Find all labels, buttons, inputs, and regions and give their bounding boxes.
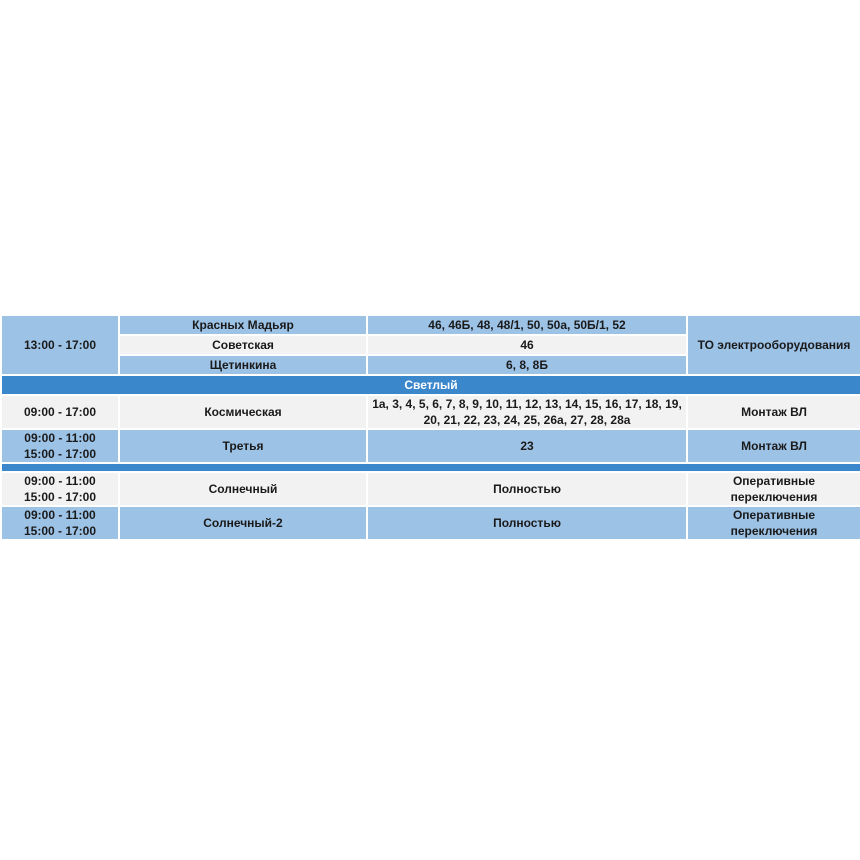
time-cell xyxy=(2,507,118,539)
street-cell: Космическая xyxy=(120,396,366,428)
section-header-row xyxy=(2,376,860,394)
time-cell xyxy=(2,473,118,505)
work-type-cell: Монтаж ВЛ xyxy=(688,396,860,428)
table-row xyxy=(2,473,860,505)
work-line: Оперативные xyxy=(732,508,816,522)
work-line: переключения xyxy=(730,490,818,504)
houses-cell: Полностью xyxy=(368,507,686,539)
houses-cell: 1а, 3, 4, 5, 6, 7, 8, 9, 10, 11, 12, 13, 14, 15, 16, 17, 18, 19, 20, 21, 22, 23, 24, 25, 26а, 27, 28, 28а xyxy=(368,396,686,428)
houses-cell: 23 xyxy=(368,430,686,462)
section-title: Светлый xyxy=(2,376,860,394)
section-divider xyxy=(2,464,860,471)
street-cell: Солнечный-2 xyxy=(120,507,366,539)
time-line: 09:00 - 11:00 xyxy=(24,474,96,488)
time-line: 15:00 - 17:00 xyxy=(23,447,97,461)
table-row xyxy=(2,316,860,334)
outage-schedule-table xyxy=(0,314,860,541)
street-cell: Третья xyxy=(120,430,366,462)
time-line: 09:00 - 11:00 xyxy=(24,508,96,522)
table-row xyxy=(2,430,860,462)
street-cell: Щетинкина xyxy=(120,356,366,374)
table-row xyxy=(2,396,860,428)
houses-cell: 46, 46Б, 48, 48/1, 50, 50а, 50Б/1, 52 xyxy=(368,316,686,334)
houses-cell: Полностью xyxy=(368,473,686,505)
section-separator-row xyxy=(2,464,860,471)
work-type-cell xyxy=(688,473,860,505)
time-line: 09:00 - 11:00 xyxy=(24,431,96,445)
work-line: переключения xyxy=(730,524,818,538)
time-cell: 13:00 - 17:00 xyxy=(2,316,118,374)
street-cell: Солнечный xyxy=(120,473,366,505)
street-cell: Советская xyxy=(120,336,366,354)
time-line: 09:00 - 17:00 xyxy=(23,405,97,419)
work-line: Оперативные xyxy=(732,474,816,488)
time-cell xyxy=(2,430,118,462)
time-line: 15:00 - 17:00 xyxy=(23,490,97,504)
work-type-cell: Монтаж ВЛ xyxy=(688,430,860,462)
time-cell xyxy=(2,396,118,428)
work-type-cell xyxy=(688,507,860,539)
houses-cell: 46 xyxy=(368,336,686,354)
table-row xyxy=(2,507,860,539)
street-cell: Красных Мадьяр xyxy=(120,316,366,334)
time-line: 15:00 - 17:00 xyxy=(23,524,97,538)
houses-cell: 6, 8, 8Б xyxy=(368,356,686,374)
work-type-cell: ТО электрооборудования xyxy=(688,316,860,374)
